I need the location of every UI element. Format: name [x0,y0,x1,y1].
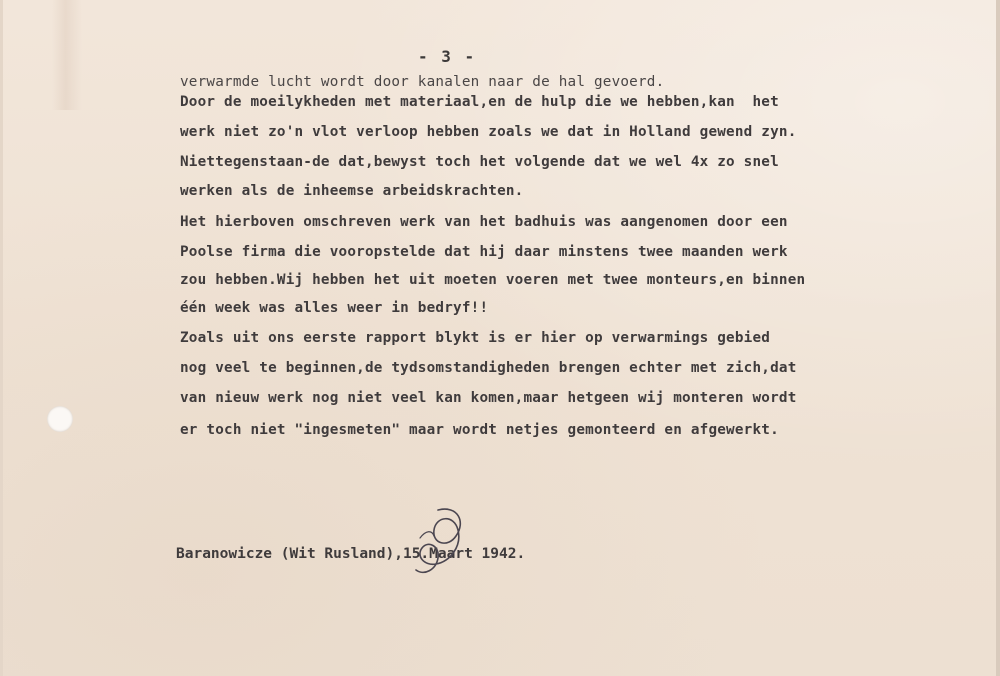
place-and-date: Baranowicze (Wit Rusland),15.Maart 1942. [176,546,526,562]
text-line: nog veel te beginnen,de tydsomstandigheden brengen echter met zich,dat [180,360,797,376]
text-line: werken als de inheemse arbeidskrachten. [180,183,524,199]
text-line: van nieuw werk nog niet veel kan komen,maar hetgeen wij monteren wordt [180,390,797,406]
text-line: er toch niet "ingesmeten" maar wordt netjes gemonteerd en afgewerkt. [180,422,779,438]
punch-hole [47,406,73,432]
text-line: Door de moeilykheden met materiaal,en de hulp die we hebben,kan het [180,94,779,110]
text-line: één week was alles weer in bedryf!! [180,300,489,316]
handwritten-signature [398,500,478,590]
text-line: verwarmde lucht wordt door kanalen naar de hal gevoerd. [180,74,665,90]
page-right-edge [996,0,1000,676]
text-line: Poolse firma die vooropstelde dat hij daar minstens twee maanden werk [180,244,788,260]
text-line: werk niet zo'n vlot verloop hebben zoals we dat in Holland gewend zyn. [180,124,797,140]
page-number: - 3 - [418,47,477,66]
text-line: Zoals uit ons eerste rapport blykt is er hier op verwarmings gebied [180,330,771,346]
paper-crease [52,0,82,110]
text-line: zou hebben.Wij hebben het uit moeten voeren met twee monteurs,en binnen [180,272,806,288]
text-line: Niettegenstaan-de dat,bewyst toch het volgende dat we wel 4x zo snel [180,154,779,170]
text-line: Het hierboven omschreven werk van het badhuis was aangenomen door een [180,214,788,230]
page-left-edge [0,0,3,676]
